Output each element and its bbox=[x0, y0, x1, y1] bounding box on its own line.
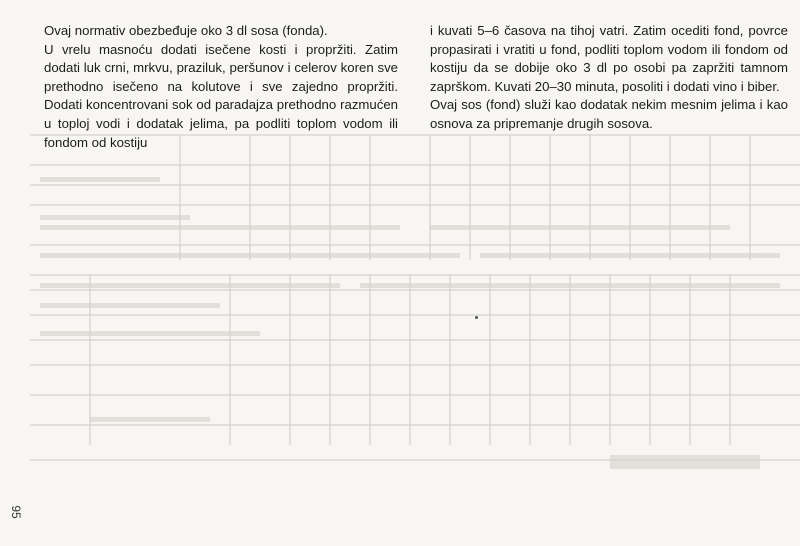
paragraph-yield-note: Ovaj normativ obezbeđuje oko 3 dl sosa (fonda). bbox=[44, 23, 328, 38]
right-text-column bbox=[430, 22, 788, 134]
ghost-table-lines bbox=[30, 125, 800, 475]
page-number: 95 bbox=[9, 505, 23, 519]
show-through-table bbox=[30, 125, 800, 475]
paragraph-cooking-steps: i kuvati 5–6 časova na tihoj vatri. Zatim ocediti fond, povrce propasirati i vratiti u fond, podliti toplom vodom ili fondom od kostiju da se dobije oko 3 dl po osobi pa zapržiti tamnom zaprškom. Kuvati 20–30 minuta, posoliti i dodati vino i biber. bbox=[430, 23, 788, 94]
scan-speck bbox=[475, 316, 478, 319]
paragraph-preparation-steps: U vrelu masnoću dodati isečene kosti i propržiti. Zatim dodati luk crni, mrkvu, praziluk, peršunov i celerov koren sve prethodno isečeno na kolutove i sve zajedno propržiti. Dodati koncentrovani sok od paradajza prethodno razmućen u toploj vodi i dodatak jelima, pa podliti toplom vodom ili fondom od kostiju bbox=[44, 41, 398, 150]
paragraph-usage-note: Ovaj sos (fond) služi kao dodatak nekim mesnim jelima i kao osnova za pripremanje drugih sosova. bbox=[430, 97, 788, 131]
left-text-column bbox=[44, 22, 398, 152]
